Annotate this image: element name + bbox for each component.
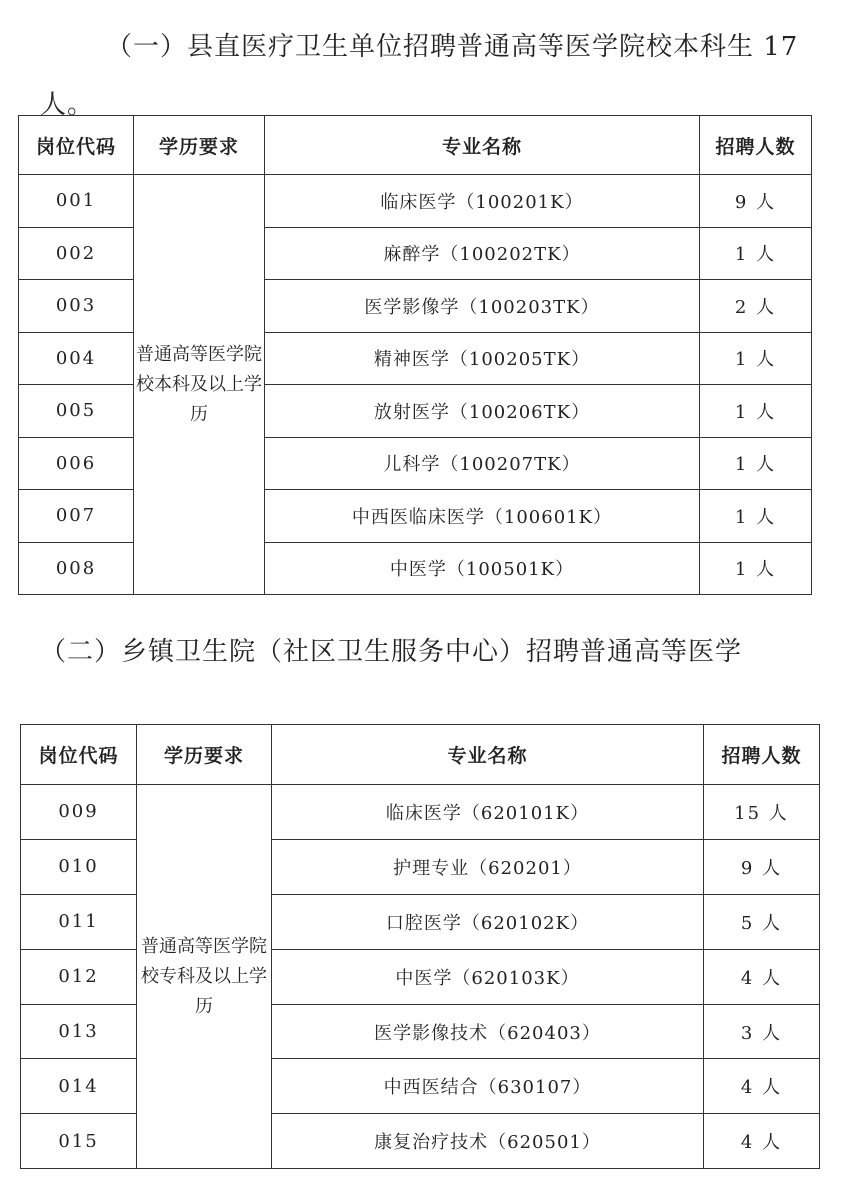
hiring-count: 5 人 (704, 894, 820, 949)
section1-heading: （一）县直医疗卫生单位招聘普通高等医学院校本科生 17 人。 (40, 32, 799, 120)
position-code: 010 (21, 839, 137, 894)
major-name: 临床医学（100201K） (265, 175, 700, 228)
header-major: 专业名称 (272, 725, 704, 785)
header-position-code: 岗位代码 (21, 725, 137, 785)
header-education: 学历要求 (134, 116, 265, 175)
position-code: 013 (21, 1004, 137, 1059)
hiring-count: 1 人 (700, 490, 812, 543)
table-row (21, 785, 820, 840)
hiring-count: 4 人 (704, 1114, 820, 1169)
hiring-count: 1 人 (700, 542, 812, 595)
major-name: 儿科学（100207TK） (265, 437, 700, 490)
section1-table (18, 115, 812, 595)
position-code: 012 (21, 949, 137, 1004)
major-name: 麻醉学（100202TK） (265, 227, 700, 280)
header-major: 专业名称 (265, 116, 700, 175)
header-count: 招聘人数 (704, 725, 820, 785)
position-code: 006 (19, 437, 134, 490)
position-code: 007 (19, 490, 134, 543)
major-name: 中医学（100501K） (265, 542, 700, 595)
section2-table (20, 724, 820, 1169)
header-position-code: 岗位代码 (19, 116, 134, 175)
position-code: 015 (21, 1114, 137, 1169)
hiring-count: 4 人 (704, 1059, 820, 1114)
hiring-count: 3 人 (704, 1004, 820, 1059)
table-header-row (19, 116, 812, 175)
major-name: 护理专业（620201） (272, 839, 704, 894)
position-code: 008 (19, 542, 134, 595)
position-code: 011 (21, 894, 137, 949)
position-code: 005 (19, 385, 134, 438)
position-code: 003 (19, 280, 134, 333)
major-name: 口腔医学（620102K） (272, 894, 704, 949)
header-education: 学历要求 (137, 725, 272, 785)
hiring-count: 1 人 (700, 437, 812, 490)
major-name: 中西医临床医学（100601K） (265, 490, 700, 543)
position-code: 009 (21, 785, 137, 840)
education-requirement: 普通高等医学院校本科及以上学历 (134, 175, 265, 595)
hiring-count: 1 人 (700, 227, 812, 280)
hiring-count: 1 人 (700, 332, 812, 385)
position-code: 001 (19, 175, 134, 228)
major-name: 医学影像学（100203TK） (265, 280, 700, 333)
position-code: 014 (21, 1059, 137, 1114)
hiring-count: 4 人 (704, 949, 820, 1004)
major-name: 放射医学（100206TK） (265, 385, 700, 438)
header-count: 招聘人数 (700, 116, 812, 175)
major-name: 临床医学（620101K） (272, 785, 704, 840)
hiring-count: 2 人 (700, 280, 812, 333)
major-name: 中医学（620103K） (272, 949, 704, 1004)
table-row (19, 175, 812, 228)
hiring-count: 9 人 (700, 175, 812, 228)
table-header-row (21, 725, 820, 785)
position-code: 002 (19, 227, 134, 280)
hiring-count: 15 人 (704, 785, 820, 840)
section2-heading: （二）乡镇卫生院（社区卫生服务中心）招聘普通高等医学 (40, 637, 743, 667)
education-requirement: 普通高等医学院校专科及以上学历 (137, 785, 272, 1169)
hiring-count: 1 人 (700, 385, 812, 438)
major-name: 中西医结合（630107） (272, 1059, 704, 1114)
major-name: 康复治疗技术（620501） (272, 1114, 704, 1169)
hiring-count: 9 人 (704, 839, 820, 894)
position-code: 004 (19, 332, 134, 385)
major-name: 医学影像技术（620403） (272, 1004, 704, 1059)
major-name: 精神医学（100205TK） (265, 332, 700, 385)
